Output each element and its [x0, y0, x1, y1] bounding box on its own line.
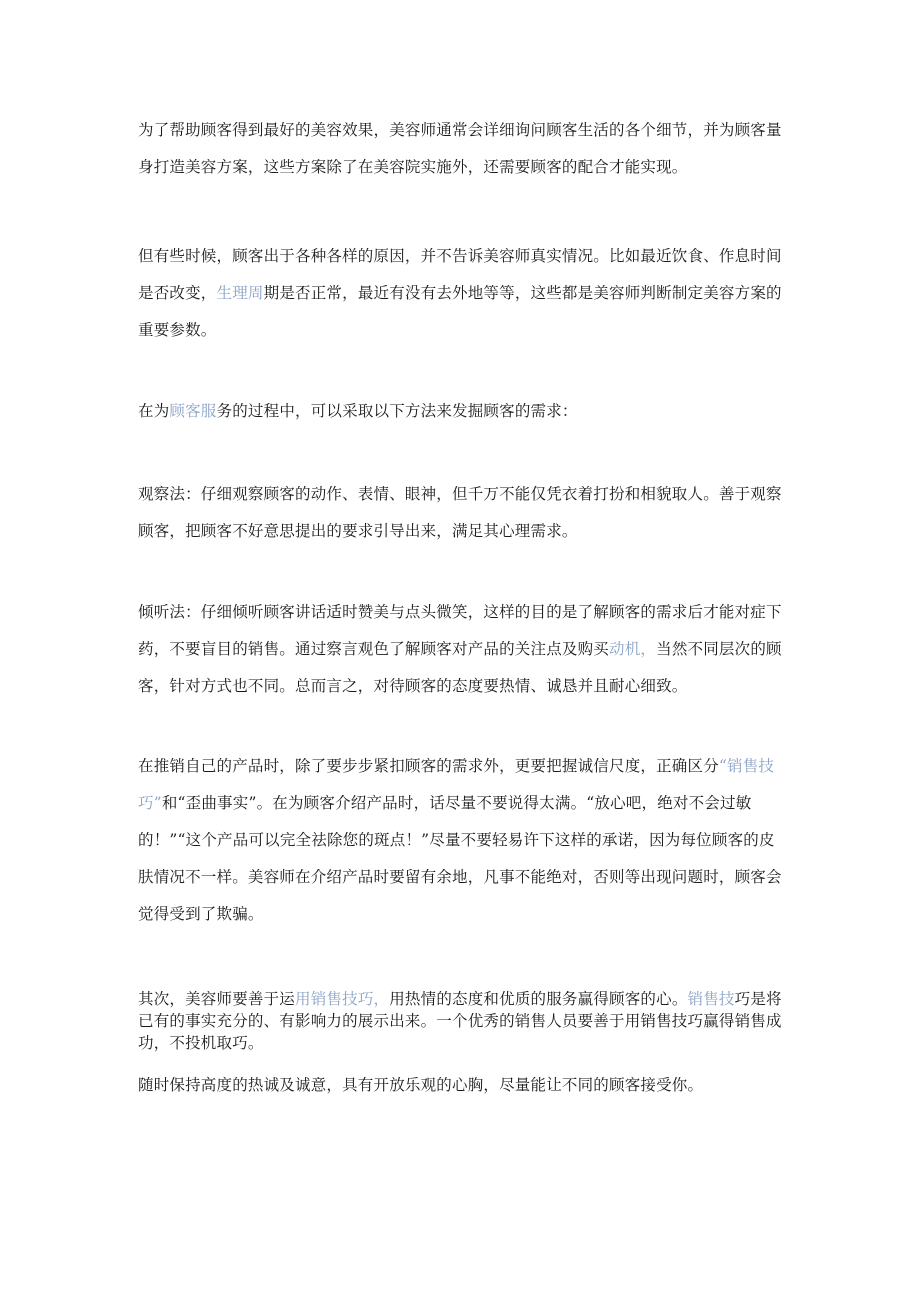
paragraph-text: 当然不同层次的顾客，针对方式也不同。总而言之，对待顾客的态度要热情、诚恳并且耐心细致。: [138, 640, 782, 695]
paragraph-text: 随时保持高度的热诚及诚意，具有开放乐观的心胸，尽量能让不同的顾客接受你。: [138, 1076, 704, 1094]
paragraph-text: 倾听法：仔细倾听顾客讲话适时赞美与点头微笑，这样的目的是了解顾客的需求后才能对症下药，不要盲目的销售。通过察言观色了解顾客对产品的关注点及购买: [138, 603, 782, 658]
paragraph-text: 为了帮助顾客得到最好的美容效果，美容师通常会详细询问顾客生活的各个细节，并为顾客量身打造美容方案，这些方案除了在美容院实施外，还需要顾客的配合才能实现。: [138, 121, 782, 176]
paragraph-sincerity: [138, 1074, 788, 1096]
paragraph-text: 但有些时候，顾客出于各种各样的原因，并不告诉美容师真实情况。比如最近饮食、作息时间是否改变，: [138, 247, 782, 302]
paragraph-methods-intro: [138, 393, 788, 430]
link-using-sales-skills[interactable]: 用销售技巧，: [295, 990, 390, 1008]
link-sales-skill[interactable]: 销售技: [687, 990, 735, 1008]
paragraph-text: 在推销自己的产品时，除了要步步紧扣顾客的需求外，更要把握诚信尺度，正确区分: [138, 757, 719, 775]
paragraph-text: 在为: [138, 402, 170, 420]
paragraph-text: 巧是将已有的事实充分的、有影响力的展示出来。一个优秀的销售人员要善于用销售技巧赢得销售成功，不投机取巧。: [138, 990, 782, 1052]
paragraph-sales-skills: [138, 988, 788, 1054]
paragraph-text: 用热情的态度和优质的服务赢得顾客的心。: [389, 990, 688, 1008]
paragraph-text: 期是否正常，最近有没有去外地等等，这些都是美容师判断制定美容方案的重要参数。: [138, 284, 782, 339]
paragraph-observation-method: [138, 476, 788, 550]
paragraph-listening-method: [138, 594, 788, 705]
paragraph-text: 观察法：仔细观察顾客的动作、表情、眼神，但千万不能仅凭衣着打扮和相貌取人。善于观察顾客，把顾客不好意思提出的要求引导出来，满足其心理需求。: [138, 485, 782, 540]
link-customer-service[interactable]: 顾客服: [169, 402, 217, 420]
paragraph-integrity: [138, 748, 788, 933]
paragraph-text: 和“歪曲事实”。在为顾客介绍产品时，话尽量不要说得太满。“放心吧，绝对不会过敏的！”“这个产品可以完全祛除您的斑点！”尽量不要轻易许下这样的承诺，因为每位顾客的皮肤情况不一样。美容师在介绍产品时要留有余地，凡事不能绝对，否则等出现问题时，顾客会觉得受到了欺骗。: [138, 794, 782, 923]
link-sales-skills-quoted[interactable]: “销售技巧”: [138, 757, 775, 812]
paragraph-text: 其次，美容师要善于运: [138, 990, 296, 1008]
paragraph-text: 务的过程中，可以采取以下方法来发掘顾客的需求：: [216, 402, 578, 420]
link-menstrual-cycle[interactable]: 生理周: [216, 284, 264, 302]
paragraph-honesty: [138, 238, 788, 349]
paragraph-customization: [138, 112, 788, 186]
link-motivation[interactable]: 动机，: [609, 640, 657, 658]
